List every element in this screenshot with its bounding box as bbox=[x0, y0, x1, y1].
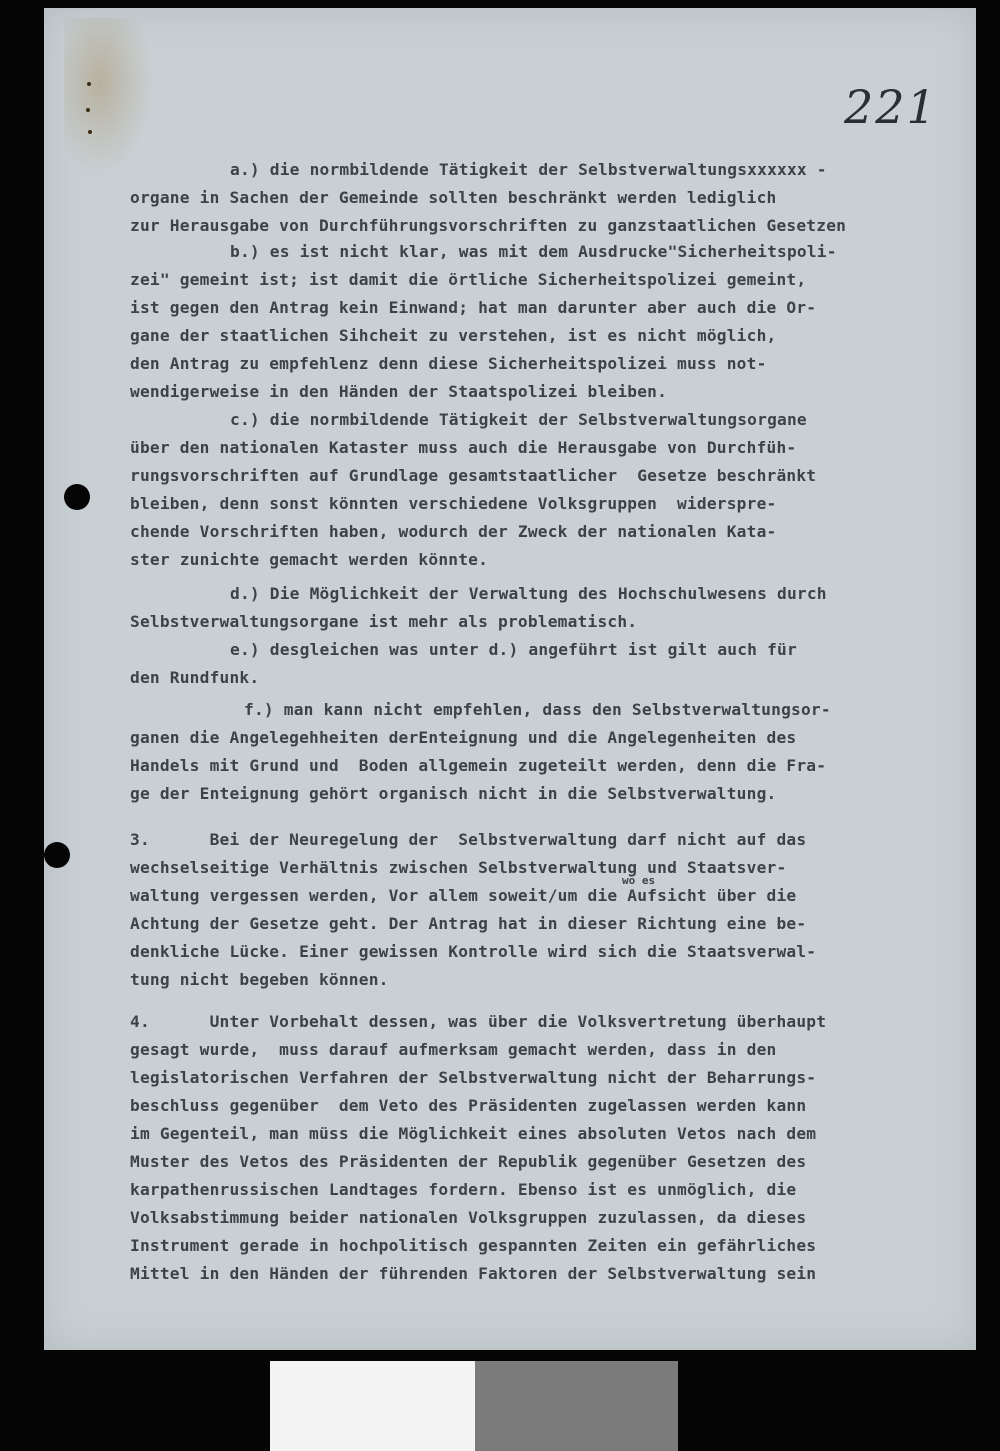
interlinear-note: wo es bbox=[622, 874, 656, 887]
text-line: c.) die normbildende Tätigkeit der Selbstverwaltungsorgane bbox=[230, 410, 807, 429]
water-stain bbox=[64, 18, 154, 178]
punch-hole bbox=[44, 842, 70, 868]
text-line: Selbstverwaltungsorgane ist mehr als problematisch. bbox=[130, 612, 638, 631]
text-line: karpathenrussischen Landtages fordern. Ebenso ist es unmöglich, die bbox=[130, 1180, 797, 1199]
text-line: beschluss gegenüber dem Veto des Präsidenten zugelassen werden kann bbox=[130, 1096, 807, 1115]
text-line: Instrument gerade in hochpolitisch gespannten Zeiten ein gefährliches bbox=[130, 1236, 817, 1255]
calibration-white-patch bbox=[270, 1361, 475, 1451]
punch-hole bbox=[64, 484, 90, 510]
text-line: Achtung der Gesetze geht. Der Antrag hat in dieser Richtung eine be- bbox=[130, 914, 807, 933]
calibration-gray-patch bbox=[475, 1361, 678, 1451]
text-line: wendigerweise in den Händen der Staatspolizei bleiben. bbox=[130, 382, 668, 401]
text-line: rungsvorschriften auf Grundlage gesamtstaatlicher Gesetze beschränkt bbox=[130, 466, 817, 485]
text-line: 4. Unter Vorbehalt dessen, was über die Volksvertretung überhaupt bbox=[130, 1012, 827, 1031]
staple-mark bbox=[88, 130, 92, 134]
text-line: ster zunichte gemacht werden könnte. bbox=[130, 550, 489, 569]
text-line: b.) es ist nicht klar, was mit dem Ausdrucke"Sicherheitspoli- bbox=[230, 242, 837, 261]
text-line: über den nationalen Kataster muss auch die Herausgabe von Durchfüh- bbox=[130, 438, 797, 457]
text-line: ganen die Angelegehheiten derEnteignung und die Angelegenheiten des bbox=[130, 728, 797, 747]
text-line: zur Herausgabe von Durchführungsvorschriften zu ganzstaatlichen Gesetzen bbox=[130, 216, 847, 235]
text-line: den Rundfunk. bbox=[130, 668, 260, 687]
text-line: ist gegen den Antrag kein Einwand; hat man darunter aber auch die Or- bbox=[130, 298, 817, 317]
text-line: Mittel in den Händen der führenden Faktoren der Selbstverwaltung sein bbox=[130, 1264, 817, 1283]
text-line: chende Vorschriften haben, wodurch der Zweck der nationalen Kata- bbox=[130, 522, 777, 541]
text-line: Handels mit Grund und Boden allgemein zugeteilt werden, denn die Fra- bbox=[130, 756, 827, 775]
text-line: waltung vergessen werden, Vor allem soweit/um die Aufsicht über die bbox=[130, 886, 797, 905]
staple-mark bbox=[87, 82, 91, 86]
text-line: e.) desgleichen was unter d.) angeführt ist gilt auch für bbox=[230, 640, 797, 659]
text-line: Muster des Vetos des Präsidenten der Republik gegenüber Gesetzen des bbox=[130, 1152, 807, 1171]
text-line: den Antrag zu empfehlenz denn diese Sicherheitspolizei muss not- bbox=[130, 354, 767, 373]
text-line: wechselseitige Verhältnis zwischen Selbstverwaltung und Staatsver- bbox=[130, 858, 787, 877]
text-line: ge der Enteignung gehört organisch nicht in die Selbstverwaltung. bbox=[130, 784, 777, 803]
text-line: tung nicht begeben können. bbox=[130, 970, 389, 989]
text-line: organe in Sachen der Gemeinde sollten beschränkt werden lediglich bbox=[130, 188, 777, 207]
text-line: zei" gemeint ist; ist damit die örtliche Sicherheitspolizei gemeint, bbox=[130, 270, 807, 289]
text-line: gane der staatlichen Sihcheit zu verstehen, ist es nicht möglich, bbox=[130, 326, 777, 345]
text-line: im Gegenteil, man müss die Möglichkeit eines absoluten Vetos nach dem bbox=[130, 1124, 817, 1143]
text-line: f.) man kann nicht empfehlen, dass den Selbstverwaltungsor- bbox=[244, 700, 831, 719]
text-line: bleiben, denn sonst könnten verschiedene Volksgruppen widerspre- bbox=[130, 494, 777, 513]
text-line: gesagt wurde, muss darauf aufmerksam gemacht werden, dass in den bbox=[130, 1040, 777, 1059]
text-line: denkliche Lücke. Einer gewissen Kontrolle wird sich die Staatsverwal- bbox=[130, 942, 817, 961]
text-line: legislatorischen Verfahren der Selbstverwaltung nicht der Beharrungs- bbox=[130, 1068, 817, 1087]
staple-mark bbox=[86, 108, 90, 112]
text-line: 3. Bei der Neuregelung der Selbstverwaltung darf nicht auf das bbox=[130, 830, 807, 849]
text-line: d.) Die Möglichkeit der Verwaltung des Hochschulwesens durch bbox=[230, 584, 827, 603]
text-line: Volksabstimmung beider nationalen Volksgruppen zuzulassen, da dieses bbox=[130, 1208, 807, 1227]
text-line: a.) die normbildende Tätigkeit der Selbstverwaltungsxxxxxx - bbox=[230, 160, 827, 179]
page-number: 221 bbox=[844, 80, 938, 134]
